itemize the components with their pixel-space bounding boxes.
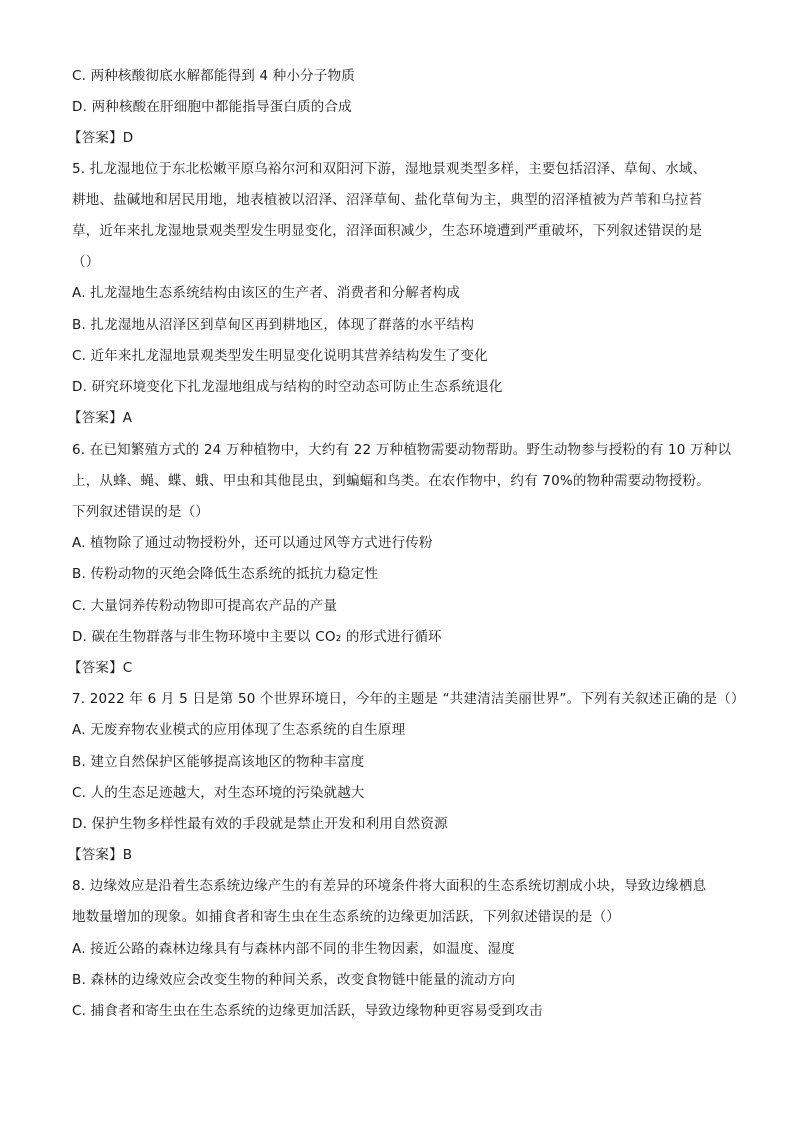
question-6-line-3: 下列叙述错误的是（） — [72, 504, 209, 520]
option-a-q7: A. 无废弃物农业模式的应用体现了生态系统的自生原理 — [72, 722, 406, 738]
question-5-line-3: 草，近年来扎龙湿地景观类型发生明显变化，沼泽面积减少，生态环境遭到严重破坏，下列叙述错误的是 — [72, 223, 703, 239]
question-5-line-1: 5. 扎龙湿地位于东北松嫩平原乌裕尔河和双阳河下游，湿地景观类型多样，主要包括沼泽、草甸、水域、 — [72, 161, 707, 177]
option-b-q6: B. 传粉动物的灭绝会降低生态系统的抵抗力稳定性 — [72, 566, 379, 582]
question-8-line-1: 8. 边缘效应是沿着生态系统边缘产生的有差异的环境条件将大面积的生态系统切割成小块，导致边缘栖息 — [72, 878, 707, 894]
answer-q7: 【答案】B — [68, 847, 133, 863]
question-5-line-2: 耕地、盐碱地和居民用地，地表植被以沼泽、沼泽草甸、盐化草甸为主，典型的沼泽植被为芦苇和乌拉苔 — [72, 192, 703, 208]
option-c-q7: C. 人的生态足迹越大，对生态环境的污染就越大 — [72, 785, 365, 801]
option-a-q6: A. 植物除了通过动物授粉外，还可以通过风等方式进行传粉 — [72, 535, 433, 551]
option-a-q8: A. 接近公路的森林边缘具有与森林内部不同的非生物因素，如温度、湿度 — [72, 941, 515, 957]
option-b-q5: B. 扎龙湿地从沼泽区到草甸区再到耕地区，体现了群落的水平结构 — [72, 317, 475, 333]
answer-q4: 【答案】D — [68, 130, 134, 146]
option-a-q5: A. 扎龙湿地生态系统结构由该区的生产者、消费者和分解者构成 — [72, 285, 461, 301]
option-c-q4: C. 两种核酸彻底水解都能得到 4 种小分子物质 — [72, 68, 355, 84]
question-6-line-2: 上，从蜂、蝇、蝶、蛾、甲虫和其他昆虫，到蝙蝠和鸟类。在农作物中，约有 70%的物种需要动物授粉。 — [72, 473, 710, 489]
question-8-line-2: 地数量增加的现象。如捕食者和寄生虫在生态系统的边缘更加活跃，下列叙述错误的是（） — [72, 909, 620, 925]
question-5-line-4: （） — [72, 254, 100, 270]
answer-q5: 【答案】A — [68, 410, 133, 426]
option-b-q8: B. 森林的边缘效应会改变生物的种间关系，改变食物链中能量的流动方向 — [72, 972, 516, 988]
option-d-q7: D. 保护生物多样性最有效的手段就是禁止开发和利用自然资源 — [72, 816, 448, 832]
option-d-q6: D. 碳在生物群落与非生物环境中主要以 CO₂ 的形式进行循环 — [72, 629, 442, 645]
option-b-q7: B. 建立自然保护区能够提高该地区的物种丰富度 — [72, 754, 365, 770]
question-6-line-1: 6. 在已知繁殖方式的 24 万种植物中，大约有 22 万种植物需要动物帮助。野生动物参与授粉的有 10 万种以 — [72, 442, 732, 458]
option-c-q5: C. 近年来扎龙湿地景观类型发生明显变化说明其营养结构发生了变化 — [72, 348, 488, 364]
option-c-q8: C. 捕食者和寄生虫在生态系统的边缘更加活跃，导致边缘物种更容易受到攻击 — [72, 1003, 543, 1019]
option-d-q5: D. 研究环境变化下扎龙湿地组成与结构的时空动态可防止生态系统退化 — [72, 379, 503, 395]
answer-q6: 【答案】C — [68, 660, 133, 676]
question-7-line-1: 7. 2022 年 6 月 5 日是第 50 个世界环境日，今年的主题是 “共建清洁美丽世界”。下列有关叙述正确的是（） — [72, 691, 745, 707]
option-c-q6: C. 大量饲养传粉动物即可提高农产品的产量 — [72, 598, 338, 614]
option-d-q4: D. 两种核酸在肝细胞中都能指导蛋白质的合成 — [72, 99, 352, 115]
